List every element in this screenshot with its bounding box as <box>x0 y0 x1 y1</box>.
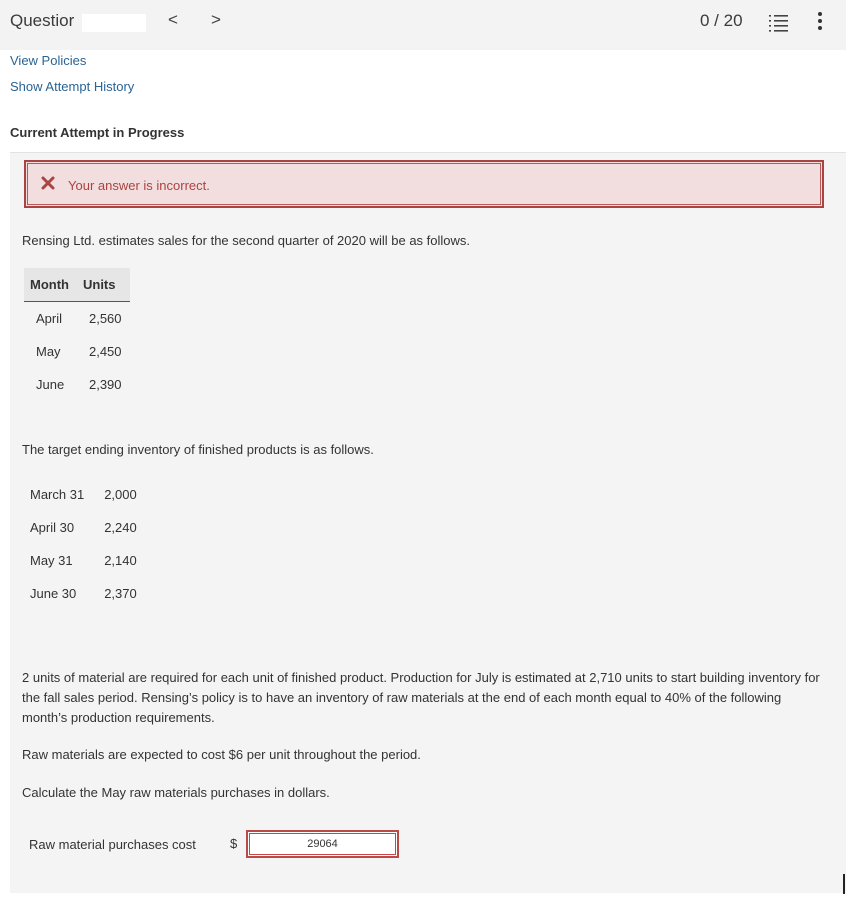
sales-table <box>24 268 130 401</box>
units-cell: 2,450 <box>88 344 122 359</box>
inventory-cell: 2,140 <box>104 553 137 568</box>
month-cell: June <box>36 377 65 392</box>
problem-paragraph: 2 units of material are required for each unit of finished product. Production for July is estimated at 2,710 units to start building inventory for the fall sales period. Rensing’s policy is to have an inventory of raw materials at the end of each month equal to 40% of the following month’s production requirements. <box>22 670 820 725</box>
month-cell: May <box>36 344 61 359</box>
question-header <box>0 0 846 50</box>
question-intro: Rensing Ltd. estimates sales for the second quarter of 2020 will be as follows. <box>22 233 471 248</box>
column-header-units: Units <box>77 268 130 302</box>
date-cell: June 30 <box>30 586 77 601</box>
incorrect-x-icon <box>40 175 56 191</box>
cost-paragraph: Raw materials are expected to cost $6 per unit throughout the period. <box>22 747 421 762</box>
question-number-mask <box>82 14 146 32</box>
instruction-paragraph: Calculate the May raw materials purchases in dollars. <box>22 785 330 800</box>
inventory-intro: The target ending inventory of finished products is as follows. <box>22 442 374 457</box>
raw-material-cost-input[interactable] <box>246 830 399 858</box>
inventory-cell: 2,000 <box>104 487 137 502</box>
table-row <box>24 478 151 511</box>
month-cell: April <box>36 311 63 326</box>
table-row <box>24 368 130 401</box>
currency-symbol: $ <box>230 836 238 851</box>
alert-message: Your answer is incorrect. <box>68 178 210 193</box>
view-policies-link[interactable]: View Policies <box>10 53 87 68</box>
table-row <box>24 302 130 336</box>
incorrect-alert <box>24 160 824 208</box>
attempt-history-link[interactable]: Show Attempt History <box>10 79 135 94</box>
answer-label: Raw material purchases cost <box>29 837 196 852</box>
table-row <box>24 335 130 368</box>
inventory-table <box>24 478 151 610</box>
previous-question-button[interactable]: < <box>168 10 178 29</box>
table-row <box>24 511 151 544</box>
table-row <box>24 577 151 610</box>
next-question-button[interactable]: > <box>211 10 221 29</box>
date-cell: May 31 <box>30 553 73 568</box>
date-cell: March 31 <box>30 487 85 502</box>
table-row <box>24 544 151 577</box>
attempt-heading: Current Attempt in Progress <box>10 125 185 140</box>
more-options-icon[interactable] <box>812 10 828 36</box>
inventory-cell: 2,370 <box>104 586 137 601</box>
date-cell: April 30 <box>30 520 75 535</box>
question-list-icon[interactable] <box>768 13 790 33</box>
inventory-cell: 2,240 <box>104 520 137 535</box>
units-cell: 2,390 <box>88 377 122 392</box>
text-cursor <box>843 874 845 894</box>
column-header-month: Month <box>24 268 77 302</box>
question-title: Questior <box>10 11 75 30</box>
score-display: 0 / 20 <box>700 11 743 30</box>
units-cell: 2,560 <box>88 311 122 326</box>
